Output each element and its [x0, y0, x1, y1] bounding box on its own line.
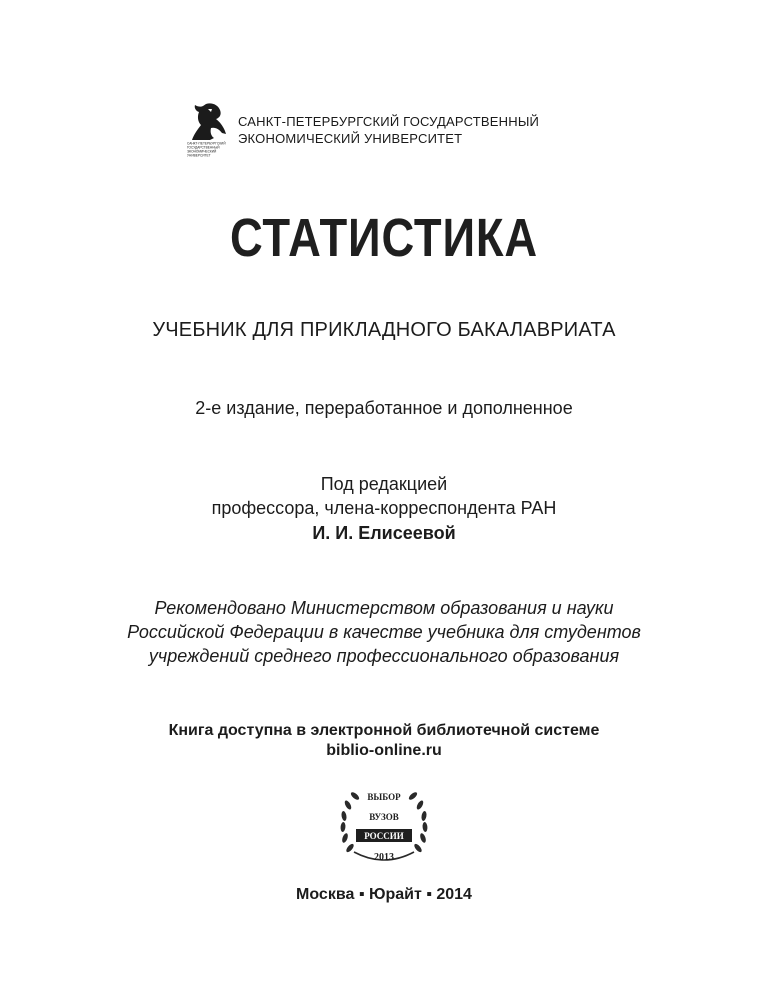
logo-text-line: ЭКОНОМИЧЕСКИЙ: [187, 149, 217, 154]
seal-text-line3: РОССИИ: [364, 831, 404, 841]
award-seal: [328, 778, 440, 874]
book-title: СТАТИСТИКА: [229, 208, 539, 268]
seal-text-line1: ВЫБОР: [367, 792, 401, 802]
imprint-line: [0, 886, 768, 904]
seal-year: 2013: [374, 852, 394, 863]
edition-note: 2-е издание, переработанное и дополненное: [195, 398, 573, 418]
editor-intro: Под редакцией: [320, 474, 448, 494]
book-subtitle: УЧЕБНИК ДЛЯ ПРИКЛАДНОГО БАКАЛАВРИАТА: [152, 319, 616, 341]
university-name-line2: ЭКОНОМИЧЕСКИЙ УНИВЕРСИТЕТ: [238, 131, 463, 146]
availability-url[interactable]: biblio-online.ru: [326, 742, 442, 759]
logo-text-line: УНИВЕРСИТЕТ: [187, 153, 211, 158]
recommendation-line1: Рекомендовано Министерством образования и науки: [154, 598, 614, 618]
separator-icon: ▪: [358, 886, 365, 903]
imprint-city: Москва: [296, 886, 355, 903]
logo-text-line: ГОСУДАРСТВЕННЫЙ: [187, 145, 220, 150]
seal-text-line2: ВУЗОВ: [369, 812, 399, 822]
imprint-year: 2014: [436, 886, 472, 903]
logo-text-line: САНКТ-ПЕТЕРБУРГСКИЙ: [187, 141, 226, 146]
griffin-logo-icon: [186, 100, 230, 160]
editor-title: профессора, члена-корреспондента РАН: [211, 498, 557, 518]
imprint-publisher: Юрайт: [368, 886, 422, 903]
editor-name: И. И. Елисеевой: [312, 523, 456, 543]
recommendation-line2: Российской Федерации в качестве учебника для студентов: [127, 622, 641, 642]
availability-line: Книга доступна в электронной библиотечной системе: [168, 722, 600, 739]
separator-icon: ▪: [426, 886, 432, 903]
university-name-line1: САНКТ-ПЕТЕРБУРГСКИЙ ГОСУДАРСТВЕННЫЙ: [238, 114, 540, 129]
recommendation-line3: учреждений среднего профессионального образования: [148, 646, 620, 666]
